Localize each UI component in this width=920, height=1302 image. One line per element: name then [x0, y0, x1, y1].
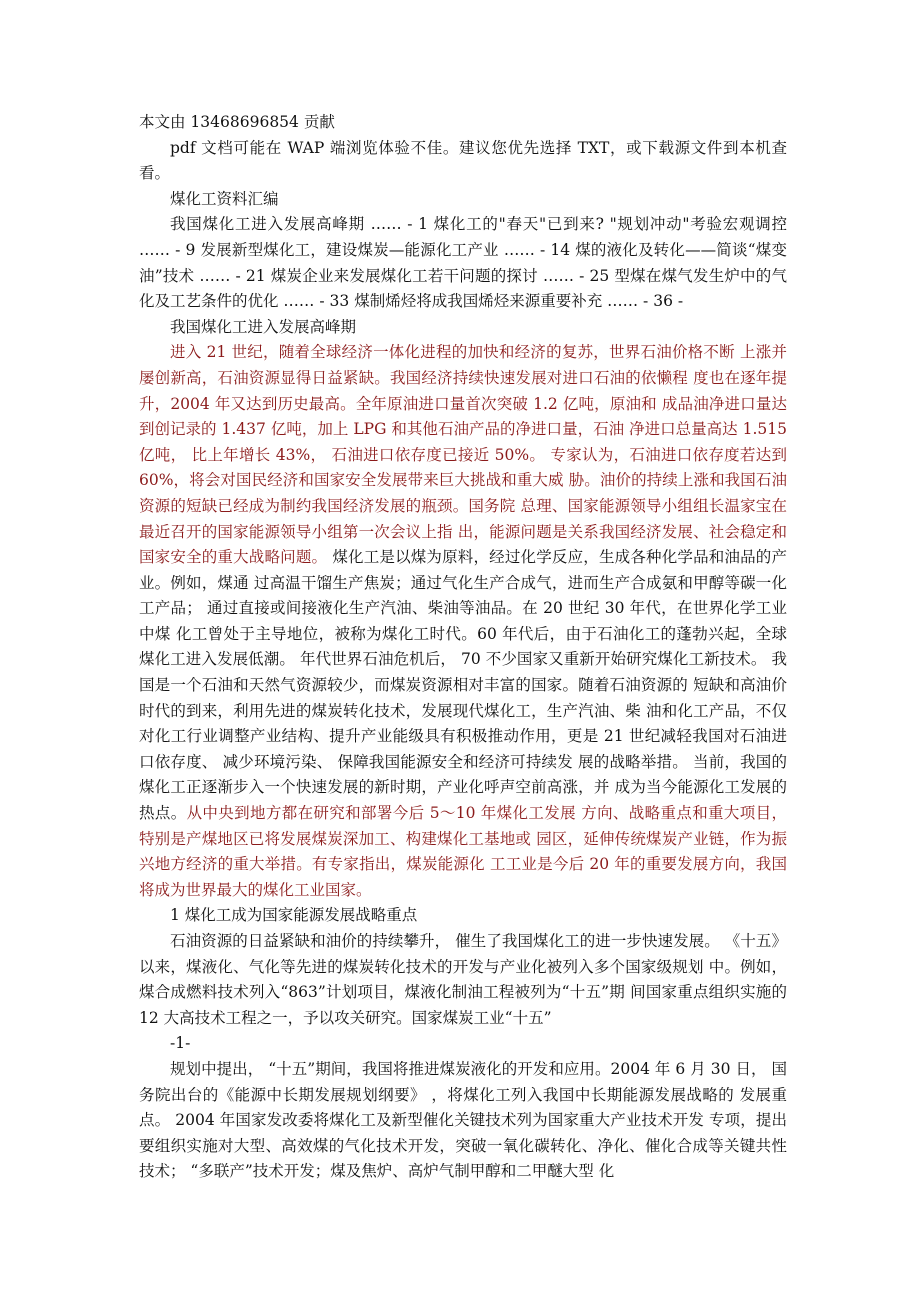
document-page — [139, 110, 787, 1185]
contributor-line: 本文由 13468696854 贡献 — [139, 113, 335, 131]
collection-title: 煤化工资料汇编 — [170, 189, 279, 208]
toc-item[interactable]: 我国煤化工进入发展高峰期 …… - 1 — [170, 215, 428, 234]
section-heading: 1 煤化工成为国家能源发展战略重点 — [170, 906, 418, 925]
section-paragraph: 石油资源的日益紧缺和油价的持续攀升， 催生了我国煤化工的进一步快速发展。 《十五》以来，煤液化、气化等先进的煤炭转化技术的开发与产业化被列入多个国家级规划 中。例如，煤合成燃料技术列入“863”计划项目，煤液化制油工程被列为“十五”期 间国家重点组织实施的 12 大高技术工程之一，予以攻关研究。国家煤炭工业“十五” — [139, 932, 787, 1027]
body-text: 煤化工是以煤为原料，经过化学反应，生成各种化学品和油品的产业。例如，煤通 过高温干馏生产焦炭；通过气化生产合成气，进而生产合成氨和甲醇等碳一化工产品； 通过直接或间接液化生产汽油、柴油等油品。在 20 世纪 30 年代，在世界化学工业中煤 化工曾处于主导地位，被称为煤化工时代。60 年代后，由于石油化工的蓬勃兴起，全球 煤化工进入发展低潮。 年代世界石油危机后， 70 不少国家又重新开始研究煤化工新技术。 我国是一个石油和天然气资源较少，而煤炭资源相对丰富的国家。随着石油资源的 短缺和高油价时代的到来，利用先进的煤炭转化技术，发展现代煤化工，生产汽油、柴 油和化工产品，不仅对化工行业调整产业结构、提升产业能级具有积极推动作用，更是 21 世纪减轻我国对石油进口依存度、 减少环境污染、 保障我国能源安全和经济可持续发 展的战略举措。 当前，我国的煤化工正逐渐步入一个快速发展的新时期，产业化呼声空前高涨，并 成为当今能源化工发展的热点。 — [139, 548, 787, 823]
toc-item[interactable]: 煤化工的"春天"已到来? "规划冲动"考验宏观调控 …… - 9 — [139, 215, 787, 259]
highlighted-text: 从中央到地方都在研究和部署今后 5～10 年煤化工发展 方向、战略重点和重大项目，特别是产煤地区已将发展煤炭深加工、构建煤化工基地或 园区，延伸传统煤炭产业链，作为振兴地方经济的重大举措。有专家指出，煤炭能源化 工工业是今后 20 年的重要发展方向，我国将成为世界最大的煤化工业国家。 — [139, 804, 787, 899]
pdf-notice: pdf 文档可能在 WAP 端浏览体验不佳。建议您优先选择 TXT，或下载源文件到本机查看。 — [139, 138, 787, 183]
toc-item[interactable]: 煤的液化及转化——简谈“煤变油”技术 …… - 21 — [139, 240, 787, 285]
page-number: -1- — [170, 1034, 191, 1053]
article-paragraph-1 — [139, 340, 787, 903]
article-title: 我国煤化工进入发展高峰期 — [170, 317, 357, 336]
highlighted-text: 进入 21 世纪，随着全球经济一体化进程的加快和经济的复苏，世界石油价格不断 上涨并屡创新高，石油资源显得日益紧缺。我国经济持续快速发展对进口石油的依懒程 度也在逐年提升，2004 年又达到历史最高。全年原油进口量首次突破 1.2 亿吨，原油和 成品油净进口量达到创记录的 1.437 亿吨，加上 LPG 和其他石油产品的净进口量，石油 净进口总量高达 1.515 亿吨， 比上年增长 43%， 石油进口依存度已接近 50%。 专家认为，石油进口依存度若达到 60%，将会对国民经济和国家安全发展带来巨大挑战和重大威 胁。油价的持续上涨和我国石油资源的短缺已经成为制约我国经济发展的瓶颈。国务院 总理、国家能源领导小组组长温家宝在最近召开的国家能源领导小组第一次会议上指 出，能源问题是关系我国经济发展、社会稳定和国家安全的重大战略问题。 — [139, 343, 787, 567]
toc-item[interactable]: 煤炭企业来发展煤化工若干问题的探讨 …… - 25 — [270, 266, 610, 285]
toc-item[interactable]: 型煤在煤气发生炉中的气化及工艺条件的优化 …… - 33 — [139, 266, 787, 311]
toc-item[interactable]: 煤制烯烃将成我国烯烃来源重要补充 …… - 36 - — [354, 292, 684, 311]
toc-item[interactable]: 发展新型煤化工，建设煤炭—能源化工产业 …… - 14 — [200, 240, 571, 259]
table-of-contents — [139, 212, 787, 314]
article-paragraph-2: 规划中提出， “十五”期间，我国将推进煤炭液化的开发和应用。2004 年 6 月 30 日， 国务院出台的《能源中长期发展规划纲要》 ，将煤化工列入我国中长期能源发展战略的 发展重点。 2004 年国家发改委将煤化工及新型催化关键技术列为国家重大产业技术开发 专项，提出要组织实施对大型、高效煤的气化技术开发，突破一氧化碳转化、净化、催化合成等关键共性技术； “多联产”技术开发；煤及焦炉、高炉气制甲醇和二甲醚大型 化 — [139, 1059, 787, 1181]
